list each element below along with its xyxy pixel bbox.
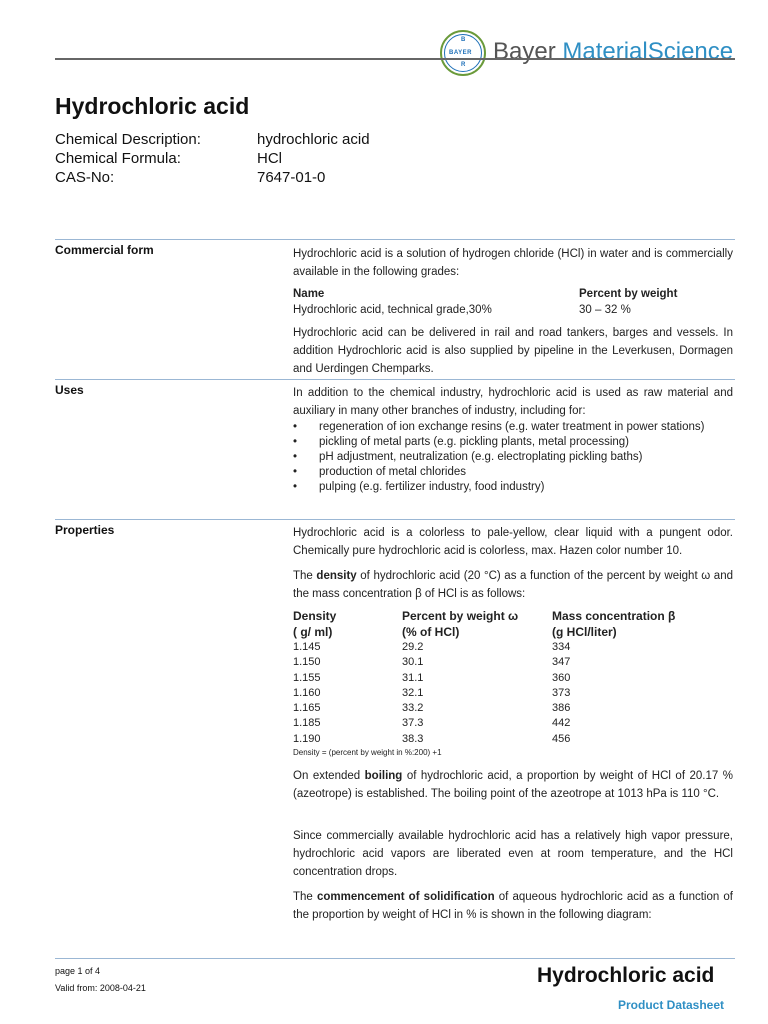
meta-value-cas: 7647-01-0 — [257, 169, 326, 186]
table-row — [293, 640, 733, 655]
cell: 38.3 — [402, 732, 424, 745]
properties-boiling — [293, 767, 733, 803]
cell: 29.2 — [402, 641, 424, 653]
commercial-form-intro — [293, 245, 733, 281]
meta-label-formula: Chemical Formula: — [55, 150, 181, 167]
brand-part-bayer: Bayer — [493, 38, 563, 65]
p5-start: The — [293, 891, 317, 903]
page-number: page 1 of 4 — [55, 966, 101, 976]
p5-rest: of aqueous hydrochloric acid as a function of the proportion by weight of HCl in % is shown in the following diagram: — [293, 891, 734, 921]
cell: 456 — [552, 732, 571, 745]
cell: 31.1 — [402, 671, 424, 684]
p2-rest: of hydrochloric acid (20 °C) as a function of the percent by weight ω and the mass concentration β of HCl is as follows: — [293, 570, 733, 600]
properties-solidification — [293, 888, 733, 924]
grades-header-percent: Percent by weight — [579, 288, 678, 300]
header-divider — [55, 58, 735, 60]
meta-label-cas: CAS-No: — [55, 169, 115, 186]
logo-letter-bottom: R — [461, 62, 466, 68]
grades-header-name: Name — [293, 288, 325, 300]
col-header-mass — [552, 608, 675, 640]
section-divider — [55, 239, 735, 240]
section-label-properties: Properties — [55, 523, 115, 537]
list-item: • regeneration of ion exchange resins (e.g. water treatment in power stations) — [293, 420, 733, 435]
cell: 30.1 — [402, 656, 424, 669]
cell: 334 — [552, 641, 571, 653]
brand-part-materialscience: MaterialScience — [562, 38, 734, 65]
properties-p4: Since commercially available hydrochloric acid has a relatively high vapor pressure, hydrochloric acid vapors are liberated even at room temperature, and the HCl concentration drops. — [293, 830, 733, 878]
meta-value-formula: HCl — [257, 150, 282, 167]
cell: 1.155 — [293, 671, 321, 684]
uses-content — [293, 384, 733, 495]
section-label-commercial-form: Commercial form — [55, 243, 154, 257]
commercial-intro-text: Hydrochloric acid is a solution of hydrogen chloride (HCl) in water and is commercially available in the following grades: — [293, 248, 733, 278]
logo-letter-top: B — [461, 37, 466, 43]
p5-bold-solidification: commencement of solidification — [316, 891, 495, 903]
density-table — [293, 608, 733, 759]
list-item: • pH adjustment, neutralization (e.g. electroplating pickling baths) — [293, 450, 733, 465]
p2-start: The — [293, 570, 317, 582]
footer-title: Hydrochloric acid — [537, 964, 715, 987]
col-header-percent — [402, 608, 552, 640]
brand-name — [493, 38, 733, 66]
cell: 1.150 — [293, 656, 321, 669]
properties-p1: Hydrochloric acid is a colorless to pale-yellow, clear liquid with a pungent odor. Chemically pure hydrochloric acid is colorless, max. Hazen color number 10. — [293, 527, 733, 557]
properties-p3 — [293, 767, 733, 803]
density-table-header — [293, 608, 733, 640]
grade-name: Hydrochloric acid, technical grade,30% — [293, 304, 492, 316]
valid-from-date: Valid from: 2008-04-21 — [55, 983, 146, 993]
p3-bold-boiling: boiling — [364, 770, 403, 782]
col-header-line: Mass concentration β — [552, 609, 676, 623]
col-header-line: Percent by weight ω — [402, 609, 519, 623]
bayer-cross-icon — [444, 34, 482, 72]
table-row — [293, 732, 733, 747]
uses-list — [293, 420, 733, 495]
cell: 386 — [552, 702, 571, 715]
commercial-form-delivery — [293, 324, 733, 378]
properties-density-intro — [293, 567, 733, 603]
cell: 442 — [552, 717, 571, 730]
section-label-uses: Uses — [55, 383, 84, 397]
grade-percent: 30 – 32 % — [579, 304, 631, 316]
col-header-density — [293, 608, 402, 640]
meta-label-description: Chemical Description: — [55, 131, 201, 148]
section-divider — [55, 379, 735, 380]
logo-word: BAYER — [449, 50, 472, 56]
cell: 1.165 — [293, 702, 321, 715]
p3-rest: of hydrochloric acid, a proportion by weight of HCl of 20.17 % (azeotrope) is established. The boiling point of the azeotrope at 1013 hPa is 110 °C. — [293, 770, 733, 800]
cell: 360 — [552, 671, 571, 684]
cell: 1.160 — [293, 686, 321, 699]
col-header-line: (% of HCl) — [402, 625, 460, 639]
density-formula-note: Density = (percent by weight in %:200) +1 — [293, 748, 442, 758]
cell: 1.145 — [293, 641, 321, 653]
cell: 33.2 — [402, 702, 424, 715]
col-header-line: Density — [293, 609, 337, 623]
grades-table-header — [293, 286, 733, 302]
footer-subtitle: Product Datasheet — [618, 998, 725, 1012]
properties-vapor — [293, 827, 733, 881]
p3-start: On extended — [293, 770, 365, 782]
cell: 347 — [552, 656, 571, 669]
table-row — [293, 671, 733, 686]
properties-p5 — [293, 888, 733, 924]
meta-value-description: hydrochloric acid — [257, 131, 370, 148]
list-item: • pulping (e.g. fertilizer industry, food industry) — [293, 480, 733, 495]
table-row — [293, 302, 733, 318]
page-title: Hydrochloric acid — [55, 93, 250, 119]
cell: 1.185 — [293, 717, 321, 730]
cell: 1.190 — [293, 732, 321, 745]
delivery-text: Hydrochloric acid can be delivered in rail and road tankers, barges and vessels. In addition Hydrochloric acid is also supplied by pipeline in the Leverkusen, Dormagen and Uerdingen Chemparks. — [293, 327, 733, 375]
cell: 373 — [552, 686, 571, 699]
properties-p2 — [293, 567, 733, 603]
list-item: • production of metal chlorides — [293, 465, 733, 480]
cell: 32.1 — [402, 686, 424, 699]
table-row — [293, 686, 733, 701]
properties-intro — [293, 524, 733, 560]
cell: 37.3 — [402, 717, 424, 730]
grades-table — [293, 286, 733, 318]
table-row — [293, 701, 733, 716]
bayer-logo — [440, 30, 486, 76]
footer-divider — [55, 958, 735, 959]
p2-bold-density: density — [316, 570, 357, 582]
table-row — [293, 655, 733, 670]
section-divider — [55, 519, 735, 520]
list-item: • pickling of metal parts (e.g. pickling plants, metal processing) — [293, 435, 733, 450]
col-header-line: (g HCl/liter) — [552, 625, 617, 639]
col-header-line: ( g/ ml) — [293, 625, 333, 639]
uses-intro-text: In addition to the chemical industry, hydrochloric acid is used as raw material and auxiliary in many other branches of industry, including for: — [293, 387, 733, 417]
table-row — [293, 716, 733, 731]
